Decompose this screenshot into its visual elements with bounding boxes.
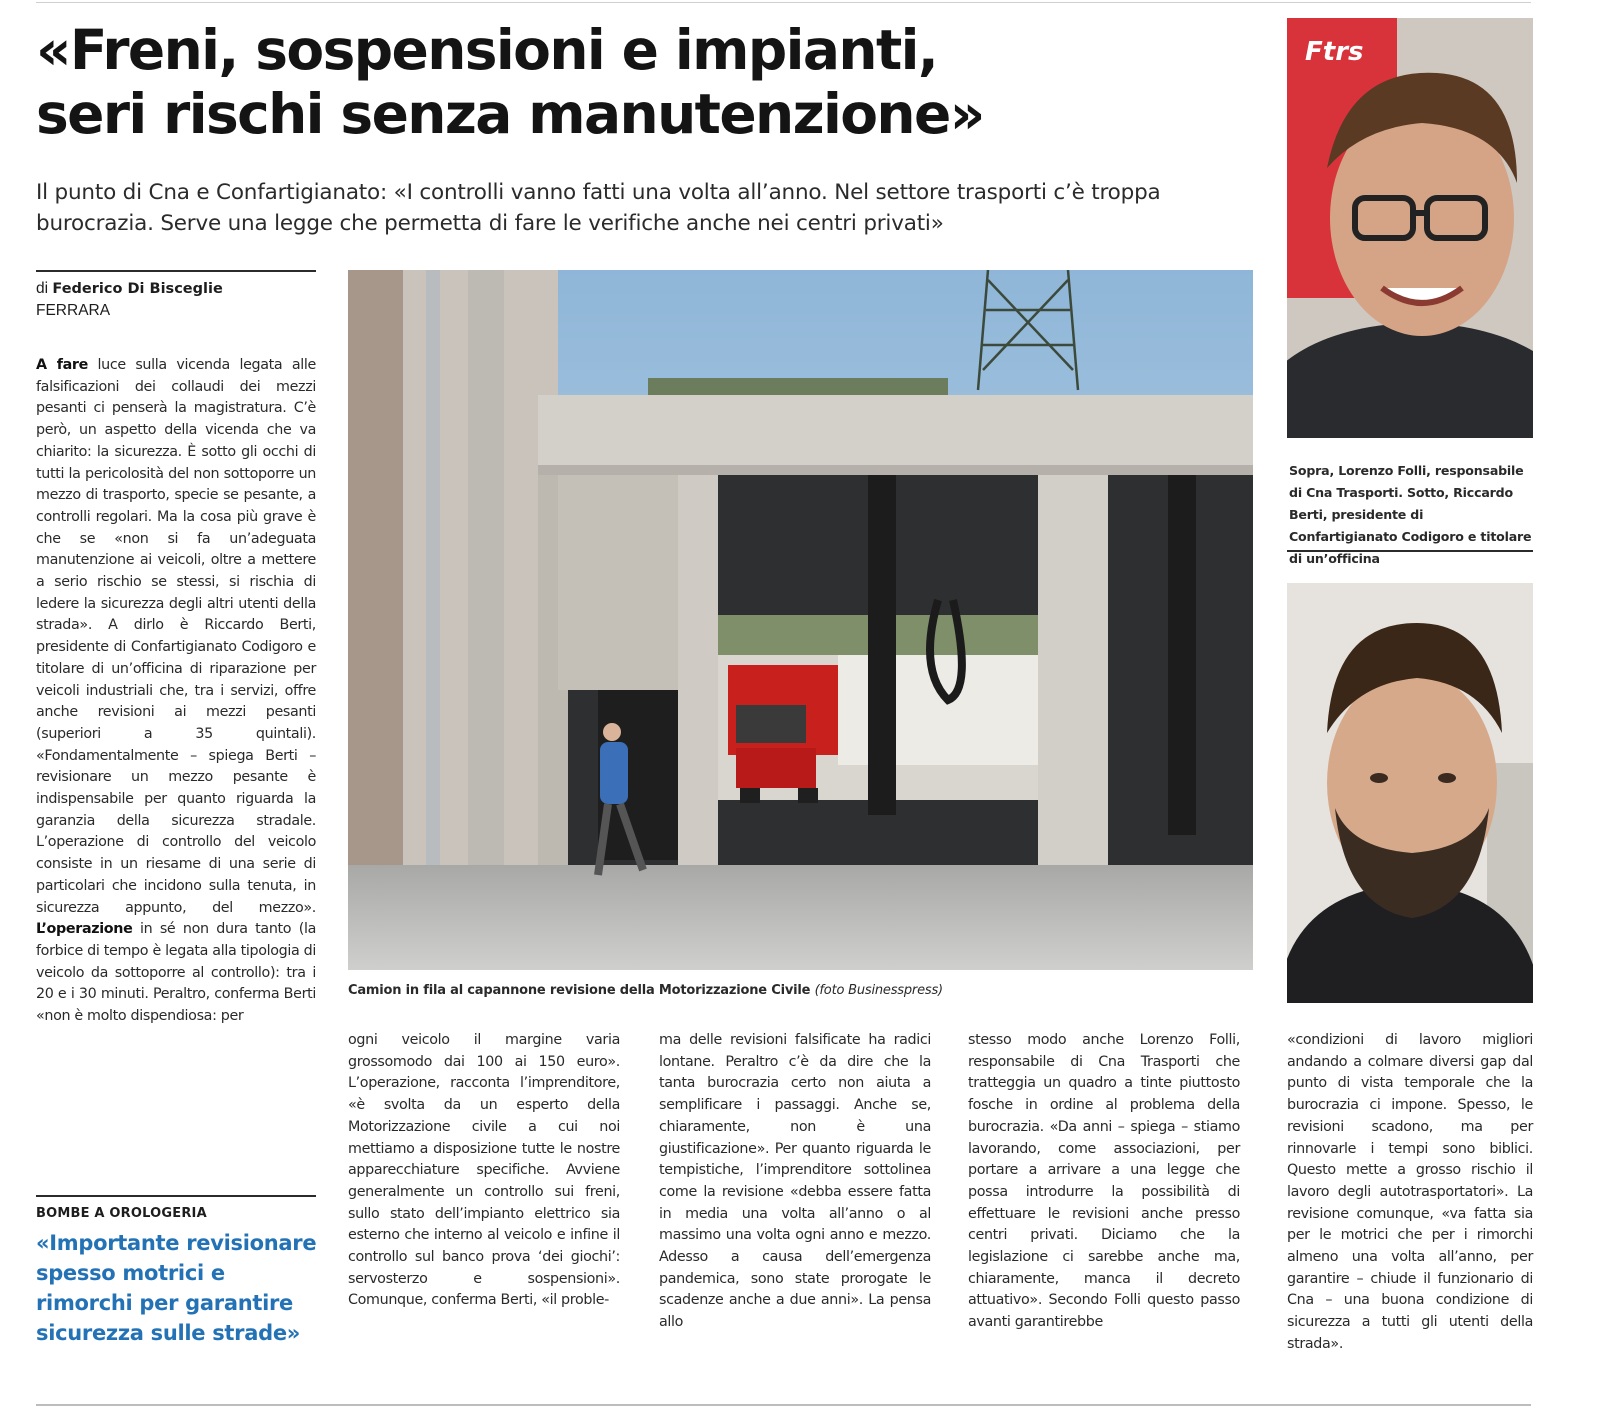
side-caption-rule xyxy=(1287,550,1533,552)
portrait-riccardo-berti xyxy=(1287,583,1533,1003)
lead-in-2: L’operazione xyxy=(36,921,133,938)
portrait-lorenzo-folli xyxy=(1287,18,1533,438)
article-column-3: ma delle revisioni falsificate ha radici lontane. Peraltro c’è da dire che la tanta burocrazia certo non aiuta a semplificare i passaggi. Anche se, chiaramente, non è una giustificazione». Per quanto riguarda le tempistiche, l’imprenditore sottolinea come la revisione «debba essere fatta in media una volta all’anno o al massimo una volta ogni anno e mezzo. Adesso a causa dell’emergenza pandemica, sono state prorogate le scadenze anche a due anni». La pensa allo xyxy=(659,1032,931,1331)
main-photo-credit: (foto Businesspress) xyxy=(814,983,943,998)
headline-line-2: seri rischi senza manutenzione» xyxy=(36,82,984,146)
article-column-4: stesso modo anche Lorenzo Folli, responsabile di Cna Trasporti che tratteggia un quadro a tinte piuttosto fosche in ordine al problema della burocrazia. «Da anni – spiega – stiamo lavorando, come associazioni, per portare a arrivare a una legge che possa introdurre la possibilità di effettuare le revisioni anche presso centri privati. Diciamo che la legislazione ci sarebbe anche ma, chiaramente, manca il decreto attuativo». Secondo Folli questo passo avanti garantirebbe xyxy=(968,1032,1240,1331)
main-photo-caption xyxy=(348,983,1253,998)
subheadline: Il punto di Cna e Confartigianato: «I controlli vanno fatti una volta all’anno. Nel settore trasporti c’è troppa burocrazia. Serve una legge che permetta di fare le verifiche anche nei centri privati» xyxy=(36,180,1161,236)
pullquote-rule xyxy=(36,1195,316,1197)
main-photo-caption-text: Camion in fila al capannone revisione della Motorizzazione Civile xyxy=(348,983,811,998)
byline xyxy=(36,278,316,321)
byline-rule xyxy=(36,270,316,272)
garage-photo-illustration xyxy=(348,270,1253,970)
pullquote: «Importante revisionare spesso motrici e rimorchi per garantire sicurezza sulle strade» xyxy=(36,1231,317,1345)
byline-location: FERRARA xyxy=(36,302,111,319)
pullquote-kicker: BOMBE A OROLOGERIA xyxy=(36,1206,207,1221)
article-column-2: ogni veicolo il margine varia grossomodo dai 100 ai 150 euro». L’operazione, racconta l’imprenditore, «è svolta da un esperto della Motorizzazione civile a cui noi mettiamo a disposizione tutte le nostre apparecchiature specifiche. Avviene generalmente un controllo sui freni, sullo stato dell’impianto elettrico sia esterno che interno al veicolo e infine il controllo sul banco prova ‘dei giochi’: servosterzo e sospensioni». Comunque, conferma Berti, «il proble- xyxy=(348,1032,620,1309)
headline xyxy=(36,18,1236,146)
column-1-text: luce sulla vicenda legata alle falsificazioni dei collaudi dei mezzi pesanti ci penserà la magistratura. C’è però, un aspetto della vicenda che va chiarito: la sicurezza. È sotto gli occhi di tutti la pericolosità del non sottoporre un mezzo di trasporto, specie se pesante, a controlli regolari. Ma la cosa più grave è che se «non si fa un’adeguata manutenzione ai veicoli, oltre a mettere a serio rischio se stessi, si rischia di ledere la sicurezza degli altri utenti della strada». A dirlo è Riccardo Berti, presidente di Confartigianato Codigoro e titolare di un’officina di riparazione per veicoli industriali che, tra i servizi, offre anche revisioni ai mezzi pesanti (superiori a 35 quintali). «Fondamentalmente – spiega Berti – revisionare un mezzo pesante è indispensabile per quanto riguarda la garanzia della sicurezza stradale. L’operazione di controllo del veicolo consiste in un riesame di una serie di particolari che incidono sulla tenuta, in sicurezza appunto, del mezzo». xyxy=(36,357,316,916)
main-photo xyxy=(348,270,1253,970)
sign-lettering: Ftrs xyxy=(1305,37,1364,67)
bottom-border xyxy=(36,1404,1531,1406)
byline-prefix: di xyxy=(36,280,49,297)
top-border xyxy=(36,2,1531,3)
article-column-5: «condizioni di lavoro migliori andando a colmare diversi gap dal punto di vista temporale che la burocrazia ci impone. Spesso, le revisioni scadono, ma per rinnovarle i tempi sono biblici. Questo mette a grosso rischio il lavoro degli autotrasportatori». La revisione comunque, «va fatta sia per le motrici che per i rimorchi almeno una volta all’anno, per garantire – chiude il funzionario di Cna – una buona condizione di sicurezza a tutti gli utenti della strada». xyxy=(1287,1032,1533,1352)
lead-in: A fare xyxy=(36,357,88,373)
headline-line-1: «Freni, sospensioni e impianti, xyxy=(36,18,938,82)
article-column-1 xyxy=(36,355,316,1028)
column-1-text-2: in sé non dura tanto (la forbice di tempo è legata alla tipologia di veicolo da sottoporre al controllo): tra i 20 e i 30 minuti. Peraltro, conferma Berti «non è molto dispendiosa: per xyxy=(36,921,316,1025)
side-photo-caption: Sopra, Lorenzo Folli, responsabile di Cna Trasporti. Sotto, Riccardo Berti, presidente di Confartigianato Codigoro e titolare di un’officina xyxy=(1289,463,1532,566)
byline-author: Federico Di Bisceglie xyxy=(52,281,223,297)
